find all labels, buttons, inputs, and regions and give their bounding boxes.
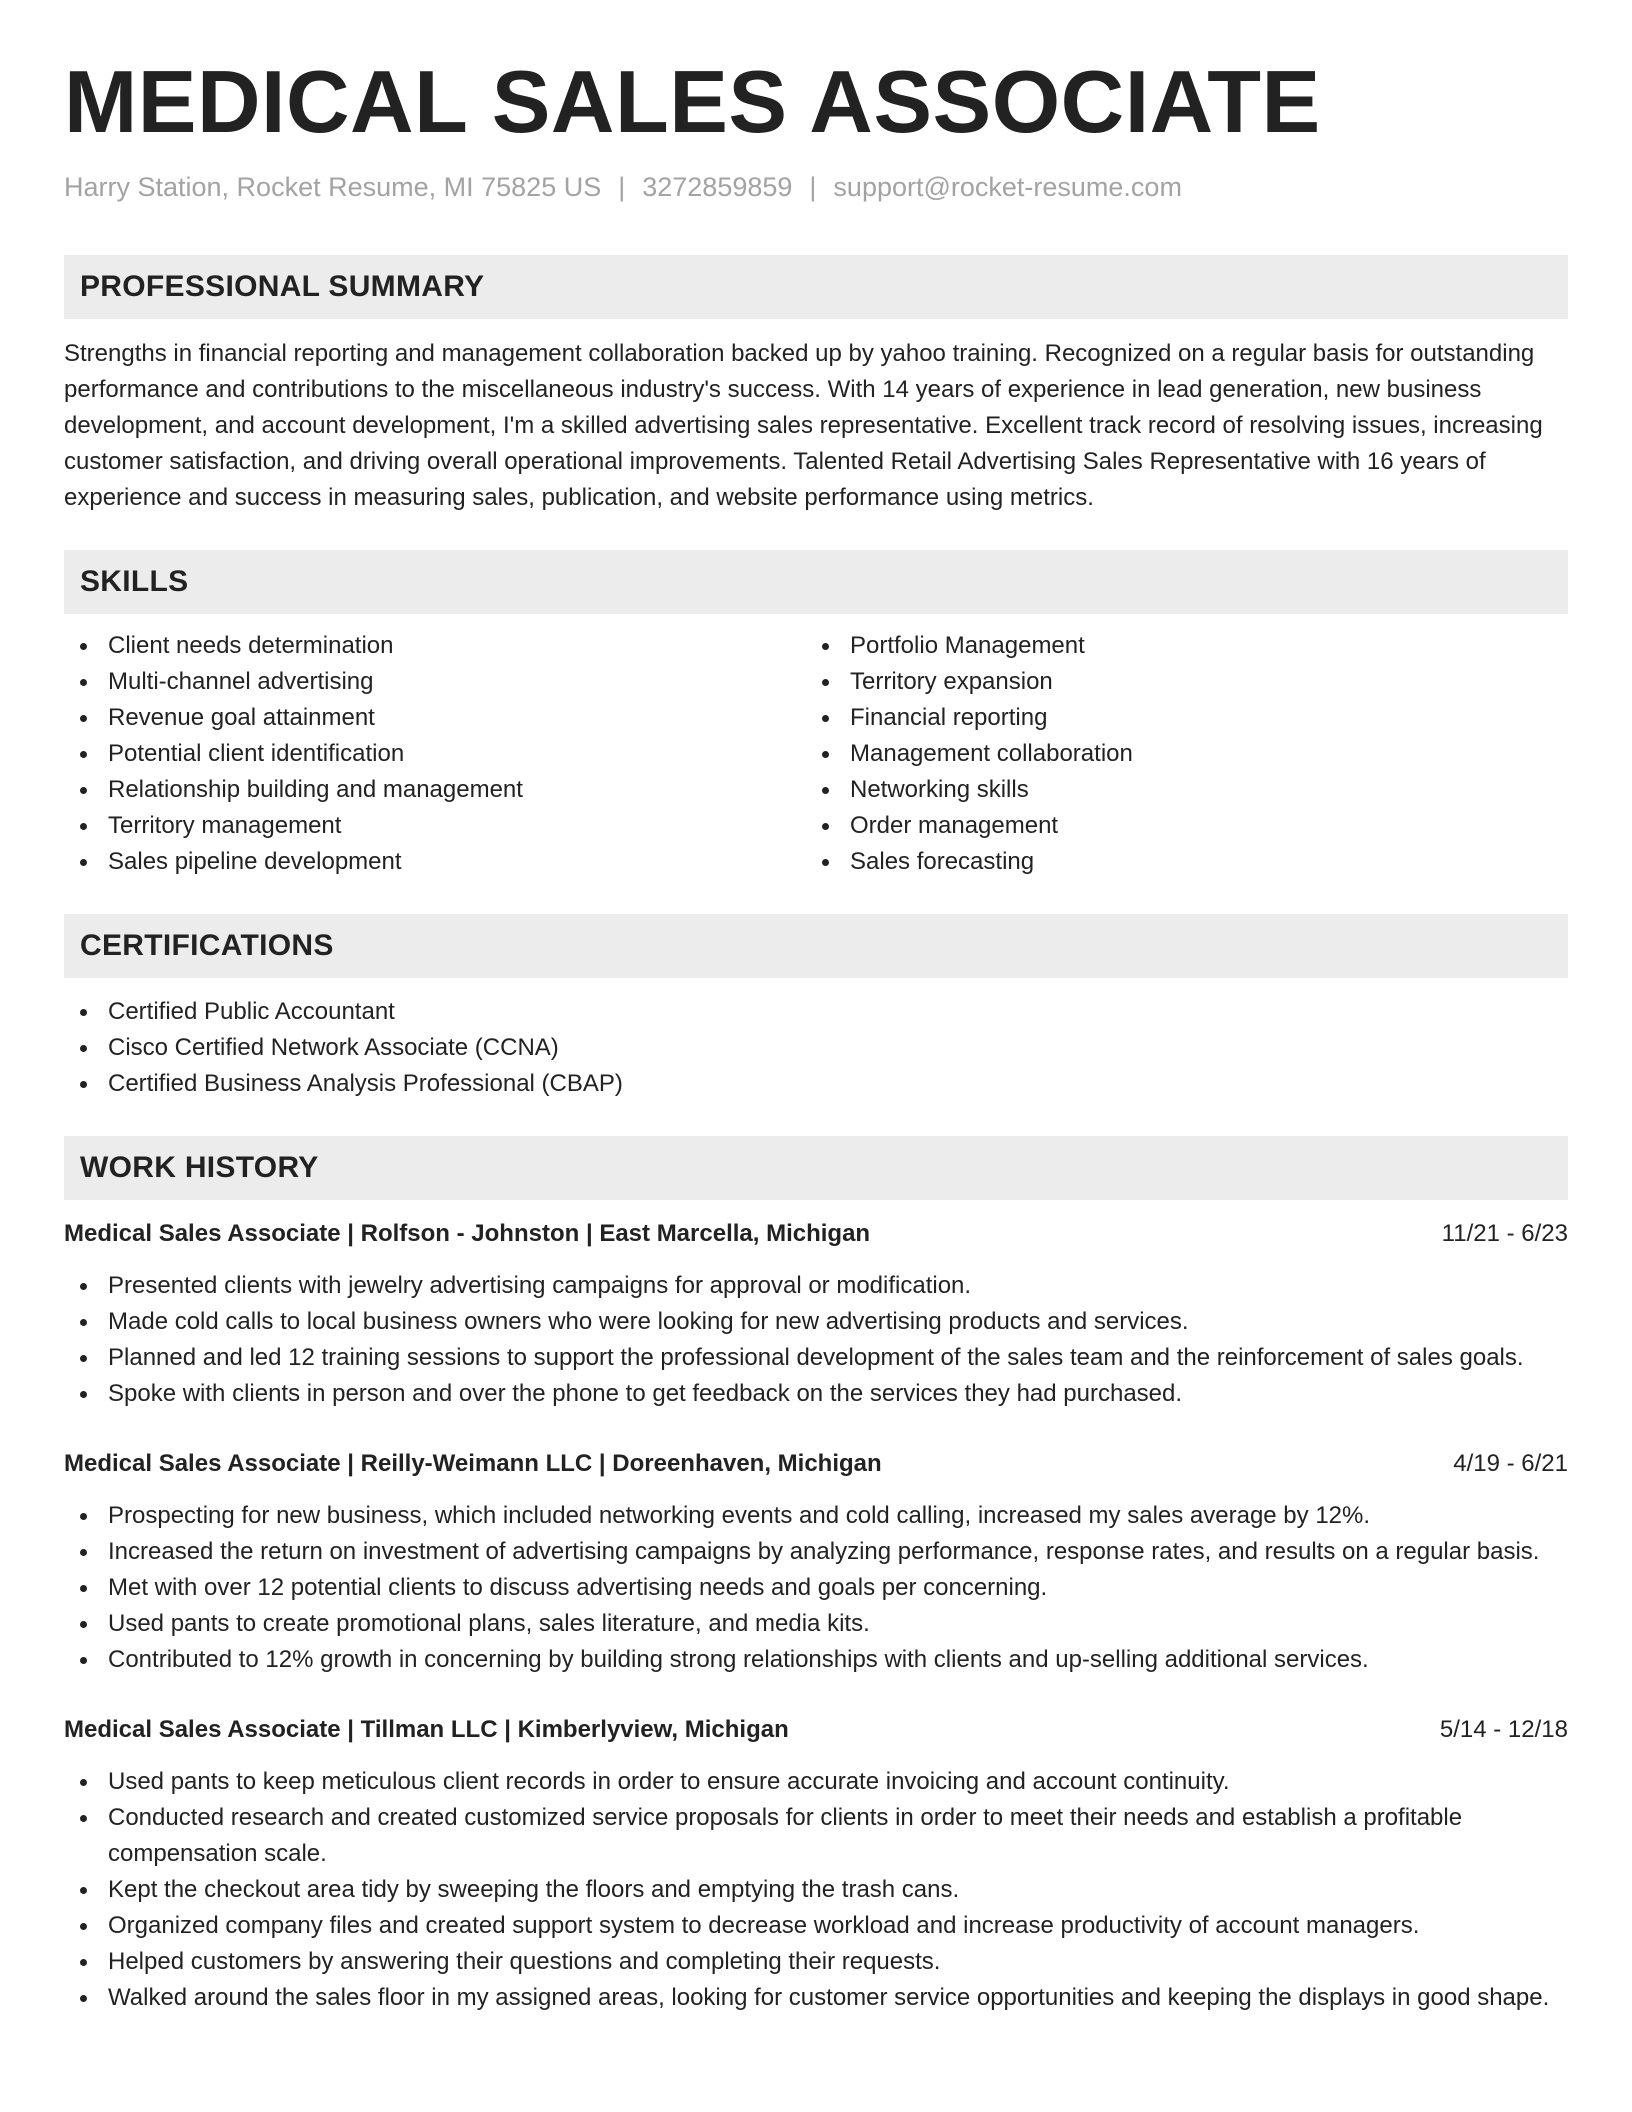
skill-item: Order management [806, 808, 1548, 844]
job-entry [64, 1712, 1568, 2016]
section-heading-certifications: CERTIFICATIONS [64, 914, 1568, 978]
job-bullets [64, 1268, 1568, 1412]
job-title: Medical Sales Associate | Tillman LLC | Kimberlyview, Michigan [64, 1716, 789, 1743]
job-entry [64, 1446, 1568, 1678]
job-bullet: Organized company files and created support system to decrease workload and increase productivity of account managers. [64, 1908, 1568, 1944]
contact-separator: | [618, 172, 626, 202]
certification-item: Certified Business Analysis Professional (CBAP) [64, 1066, 1568, 1102]
skill-item: Client needs determination [64, 628, 806, 664]
job-bullet: Kept the checkout area tidy by sweeping the floors and emptying the trash cans. [64, 1872, 1568, 1908]
job-dates: 5/14 - 12/18 [1439, 1716, 1568, 1743]
skills-column-right [806, 628, 1548, 880]
job-header [64, 1712, 1568, 1748]
job-entry [64, 1216, 1568, 1412]
skill-item: Territory expansion [806, 664, 1548, 700]
skill-item: Financial reporting [806, 700, 1548, 736]
skill-item: Territory management [64, 808, 806, 844]
job-dates: 4/19 - 6/21 [1453, 1450, 1568, 1477]
contact-line [64, 172, 1568, 203]
job-bullets [64, 1764, 1568, 2016]
job-dates: 11/21 - 6/23 [1441, 1220, 1568, 1247]
job-bullet: Used pants to create promotional plans, sales literature, and media kits. [64, 1606, 1568, 1642]
skill-item: Potential client identification [64, 736, 806, 772]
job-bullets [64, 1498, 1568, 1678]
job-bullet: Conducted research and created customized service proposals for clients in order to meet their needs and establish a profitable compensation scale. [64, 1800, 1568, 1872]
skill-item: Multi-channel advertising [64, 664, 806, 700]
job-bullet: Increased the return on investment of advertising campaigns by analyzing performance, response rates, and results on a regular basis. [64, 1534, 1568, 1570]
job-bullet: Spoke with clients in person and over the phone to get feedback on the services they had purchased. [64, 1376, 1568, 1412]
skill-item: Portfolio Management [806, 628, 1548, 664]
summary-text: Strengths in financial reporting and management collaboration backed up by yahoo training. Recognized on a regular basis for outstanding performance and contributions to the miscellaneous industry's success. With 14 years of experience in lead generation, new business development, and account development, I'm a skilled advertising sales representative. Excellent track record of resolving issues, increasing customer satisfaction, and driving overall operational improvements. Talented Retail Advertising Sales Representative with 16 years of experience and success in measuring sales, publication, and website performance using metrics. [64, 340, 1543, 511]
job-title: Medical Sales Associate | Reilly-Weimann LLC | Doreenhaven, Michigan [64, 1450, 882, 1477]
job-bullet: Planned and led 12 training sessions to support the professional development of the sales team and the reinforcement of sales goals. [64, 1340, 1568, 1376]
job-bullet: Presented clients with jewelry advertising campaigns for approval or modification. [64, 1268, 1568, 1304]
skill-item: Sales pipeline development [64, 844, 806, 880]
job-bullet: Used pants to keep meticulous client records in order to ensure accurate invoicing and account continuity. [64, 1764, 1568, 1800]
job-bullet: Made cold calls to local business owners who were looking for new advertising products and services. [64, 1304, 1568, 1340]
section-heading-skills: SKILLS [64, 550, 1568, 614]
job-bullet: Met with over 12 potential clients to discuss advertising needs and goals per concerning. [64, 1570, 1568, 1606]
contact-separator: | [809, 172, 817, 202]
job-bullet: Walked around the sales floor in my assigned areas, looking for customer service opportunities and keeping the displays in good shape. [64, 1980, 1568, 2016]
skill-item: Relationship building and management [64, 772, 806, 808]
section-heading-summary: PROFESSIONAL SUMMARY [64, 255, 1568, 319]
skill-item: Management collaboration [806, 736, 1548, 772]
resume-title: MEDICAL SALES ASSOCIATE [64, 52, 1321, 151]
certifications-list [64, 994, 1568, 1102]
job-header [64, 1446, 1568, 1482]
contact-address: Harry Station, Rocket Resume, MI 75825 US [64, 172, 602, 202]
certification-item: Cisco Certified Network Associate (CCNA) [64, 1030, 1568, 1066]
skills-list [64, 628, 1568, 880]
contact-phone: 3272859859 [642, 172, 793, 202]
job-title: Medical Sales Associate | Rolfson - Johnston | East Marcella, Michigan [64, 1220, 871, 1247]
job-header [64, 1216, 1568, 1252]
skills-column-left [64, 628, 806, 880]
job-bullet: Prospecting for new business, which included networking events and cold calling, increased my sales average by 12%. [64, 1498, 1568, 1534]
certification-item: Certified Public Accountant [64, 994, 1568, 1030]
job-bullet: Helped customers by answering their questions and completing their requests. [64, 1944, 1568, 1980]
skill-item: Sales forecasting [806, 844, 1548, 880]
job-bullet: Contributed to 12% growth in concerning by building strong relationships with clients and up-selling additional services. [64, 1642, 1568, 1678]
skill-item: Revenue goal attainment [64, 700, 806, 736]
section-heading-work-history: WORK HISTORY [64, 1136, 1568, 1200]
contact-email[interactable]: support@rocket-resume.com [833, 172, 1182, 202]
skill-item: Networking skills [806, 772, 1548, 808]
